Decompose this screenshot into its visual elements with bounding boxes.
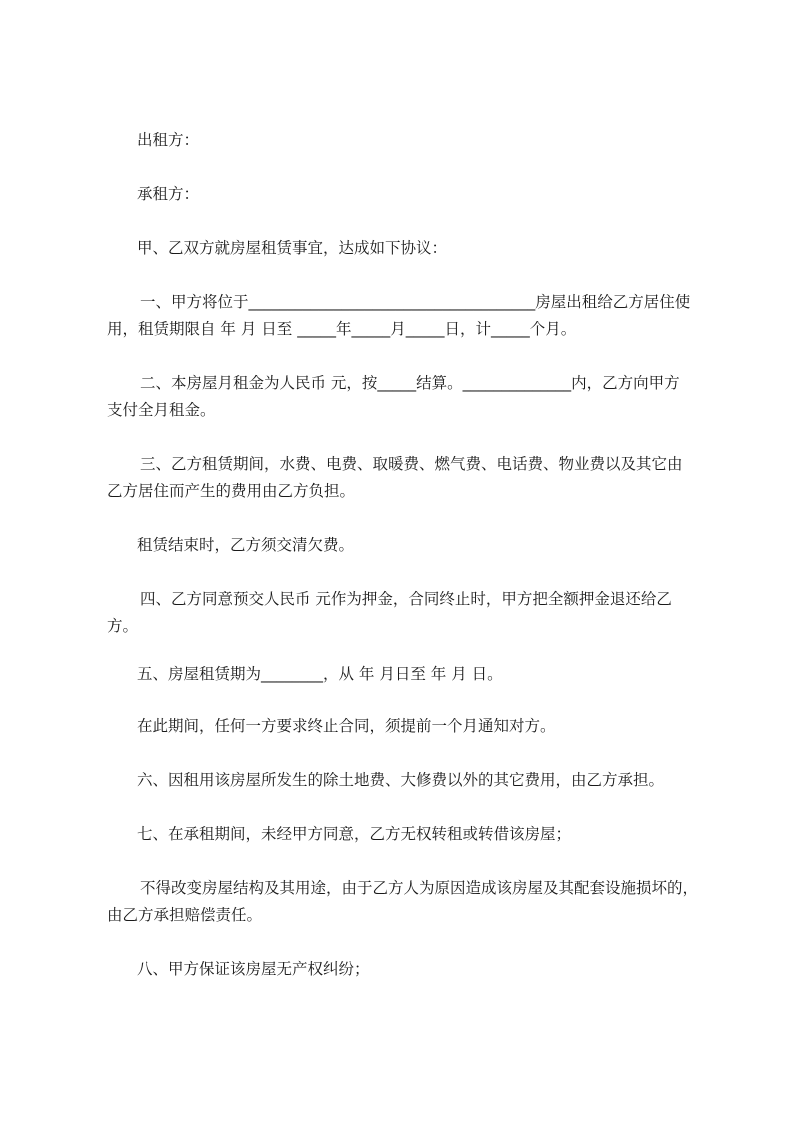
lessor-label: 出租方： — [137, 131, 200, 149]
clause-2-line-1: 二、本房屋月租金为人民币 元，按_____结算。______________内，乙方向甲方 — [140, 374, 680, 392]
clause-8: 八、甲方保证该房屋无产权纠纷； — [137, 960, 370, 978]
clause-4-line-2: 方。 — [107, 617, 139, 635]
clause-4-line-1: 四、乙方同意预交人民币 元作为押金，合同终止时，甲方把全额押金退还给乙 — [140, 590, 672, 608]
clause-2-line-2: 支付全月租金。 — [107, 401, 216, 419]
lessee-label: 承租方： — [137, 185, 200, 203]
clause-3-line-1: 三、乙方租赁期间，水费、电费、取暖费、燃气费、电话费、物业费以及其它由 — [140, 455, 683, 473]
clause-7: 七、在承租期间，未经甲方同意，乙方无权转租或转借该房屋； — [137, 825, 572, 843]
clause-3-line-2: 乙方居住而产生的费用由乙方负担。 — [107, 482, 356, 500]
clause-5: 五、房屋租赁期为________，从 年 月日至 年 月 日。 — [137, 665, 503, 683]
clause-7-extra-line-2: 由乙方承担赔偿责任。 — [107, 906, 263, 924]
clause-3-extra: 租赁结束时，乙方须交清欠费。 — [137, 536, 355, 554]
clause-1-line-2: 用，租赁期限自 年 月 日至 _____年_____月_____日，计_____个月。 — [107, 320, 577, 338]
clause-1-line-1: 一、甲方将位于_____________________________________房屋出租给乙方居住使 — [140, 293, 691, 311]
intro-paragraph: 甲、乙双方就房屋租赁事宜，达成如下协议： — [137, 239, 448, 257]
clause-7-extra-line-1: 不得改变房屋结构及其用途，由于乙方人为原因造成该房屋及其配套设施损坏的， — [140, 879, 699, 897]
clause-6: 六、因租用该房屋所发生的除土地费、大修费以外的其它费用，由乙方承担。 — [137, 771, 665, 789]
clause-5-extra: 在此期间，任何一方要求终止合同，须提前一个月通知对方。 — [137, 717, 556, 735]
